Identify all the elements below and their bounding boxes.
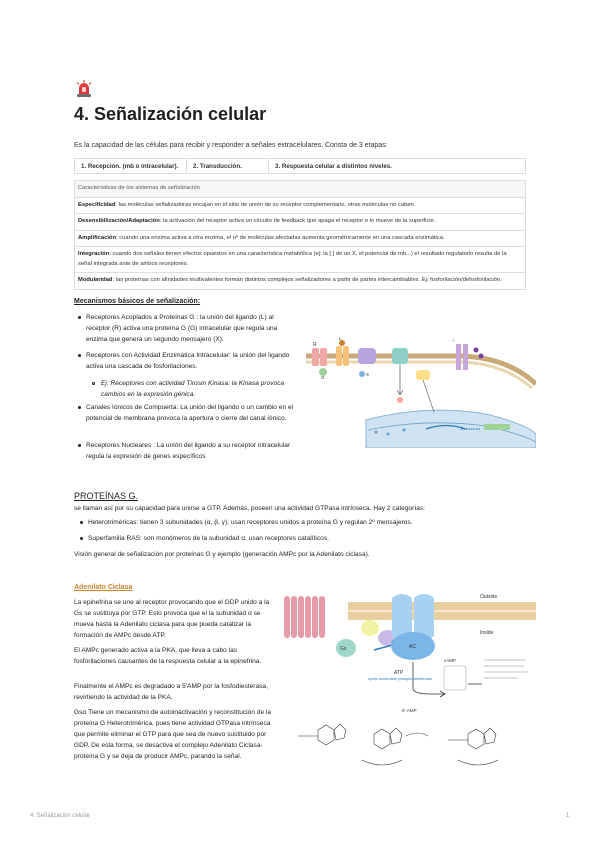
label-gs: Gs <box>340 646 347 652</box>
label-pde: cyclic nucleotide phosphodiesterase <box>368 676 433 681</box>
protein-bullet: Heterotriméricas: tienen 3 subunidades (α, β, γ), usan receptores unidos a proteína G y regulan 2º mensajeros. <box>80 519 412 526</box>
property-text: : cuando una enzima activa a otra enzima, el nº de moléculas afectadas aumenta geométricamente en una cascada enzimática. <box>116 234 445 241</box>
label-atp: ATP <box>394 670 404 676</box>
property-term: Modularidad <box>78 277 113 283</box>
signaling-mechanisms-figure <box>306 334 536 448</box>
bullet-dot <box>80 537 83 540</box>
mechanism-item: Receptores con Actividad Enzimática Intracelular: la unión del ligando activa una cascada de fosforilaciones. <box>78 350 298 372</box>
stage-cell: 1. Recepción. (mb o intracelular). <box>75 159 187 173</box>
label-r: R <box>313 342 317 348</box>
bullet-dot <box>78 444 81 447</box>
mechanism-subitem: Ej: Receptores con actividad Tirosin Kinasa: la Kinasa provoca cambios en la expresión génica. <box>92 378 292 400</box>
bullet-dot <box>78 354 81 357</box>
siren-icon <box>74 79 94 99</box>
property-term: Especificidad <box>78 201 116 208</box>
page-title: 4. Señalización celular <box>74 104 267 124</box>
stage-cell: 2. Transducción. <box>187 159 269 173</box>
property-term: Desensibilización/Adaptación <box>78 218 160 224</box>
adenylate-paragraph: Gsα Tiene un mecanismo de autoinactivación y reconstitución de la proteína G Heterotrimérica, pues tiene actividad GTPasa intrínseca que permite eliminar el GTP para que sea de nuevo sustituido por GDP. De esta forma, se desactiva el complejo Adenilato Ciclasa-proteína G y se deja de producir AMPc, parando la señal. <box>74 709 272 760</box>
adenylate-paragraph: El AMPc generado activa a la PKA, que lleva a cabo las fosforilaciones causantes de la respuesta celular a la epinefrina. <box>74 647 262 665</box>
properties-table <box>74 180 526 290</box>
property-text: : las proteínas con afinidades multivalentes forman distintos complejos señalizadores a partir de partes intercambiables. Ej: fosforilación/defosforilación. <box>112 277 502 283</box>
adenylate-cyclase-figure <box>278 584 536 776</box>
label-x: X <box>366 372 370 377</box>
bullet-dot <box>78 406 81 409</box>
mechanism-item: Receptores Nucleares : La unión del ligando a su receptor intracelular regula la expresión de genes específicos <box>78 440 298 462</box>
footer-title: 4. Señalización celular <box>30 813 91 819</box>
mechanism-item: Canales Iónicos de Compuerta: La unión del ligando o un cambio en el potencial de membrana provoca la apertura o cierre del canal iónico. <box>78 402 298 424</box>
proteins-heading: PROTEÍNAS G. <box>74 491 139 501</box>
protein-bullet: Superfamilia RAS: son monómeros de la subunidad α, usan receptores catalíticos. <box>80 535 329 542</box>
bullet-circle <box>92 382 95 385</box>
label-inside: Inside <box>480 630 494 636</box>
mechanisms-heading: Mecanismos básicos de señalización: <box>74 298 201 305</box>
label-5amp: 5'-AMP <box>402 708 417 713</box>
adenylate-heading: Adenilato Ciclasa <box>74 584 133 591</box>
property-row <box>75 273 525 289</box>
label-ac: AC <box>409 644 416 650</box>
property-row <box>75 198 525 215</box>
label-outside: Outside <box>480 594 498 600</box>
property-text: : la activación del receptor activa un circuito de feedback que apaga el receptor o lo mueve de la superficie. <box>159 218 436 224</box>
properties-heading: Características de los sistemas de señalización <box>75 181 525 198</box>
adenylate-paragraph: Finalmente el AMPc es degradado a 5'AMP por la fosfodiesterasa, revirtiendo la actividad de la PKA. <box>74 683 268 701</box>
property-term: Amplificación <box>78 234 117 241</box>
bullet-dot <box>78 316 81 319</box>
property-row <box>75 214 525 231</box>
label-l: L <box>339 336 342 341</box>
property-row <box>75 247 525 273</box>
mechanism-item: Receptores Acoplados a Proteínas G : la unión del ligando (L) al receptor (R) activa una proteína G (G) intracelular que regula una enzima que genera un segundo mensajero (X). <box>78 312 298 345</box>
adenylate-paragraph: La epinefrina se une al receptor provocando que el GDP unido a la Gs se sustituya por GTP. Esto provoca que el la subunidad α se mueva hasta la Adenilato ciclasa para que pueda catalizar la formación de AMPc desde ATP. <box>74 599 270 639</box>
property-row <box>75 231 525 248</box>
property-text: : cuando dos señales tienen efectos opuestos en una característica metabólica (ej: la [ ] de un X, el potencial de mb...) el resultado regulatorio resulta de la señal integrada ante de ambos receptores. <box>78 251 507 267</box>
page-number: 1 <box>566 813 570 819</box>
stage-cell: 3. Respuesta celular a distintos niveles. <box>275 163 392 170</box>
property-text: : las moléculas señalizadoras encajan en el sitio de unión de su receptor complementario, otras moléculas no caben. <box>115 201 416 208</box>
stages-table <box>74 158 526 174</box>
property-term: Integración <box>78 251 110 257</box>
svg-text:+: + <box>452 338 455 343</box>
intro-text: Es la capacidad de las células para recibir y responder a señales extracelulares. Consta de 3 etapas: <box>74 142 388 149</box>
proteins-text: se llaman así por su capacidad para unirse a GTP. Además, poseen una actividad GTPasa intrínseca. Hay 2 categorías: <box>74 505 426 512</box>
bullet-dot <box>80 521 83 524</box>
label-camp: cAMP <box>444 658 457 663</box>
vision-text: Visión general de señalización por proteínas G y ejemplo (generación AMPc por la Adenilato ciclasa). <box>74 551 370 558</box>
label-g: G <box>321 375 325 380</box>
